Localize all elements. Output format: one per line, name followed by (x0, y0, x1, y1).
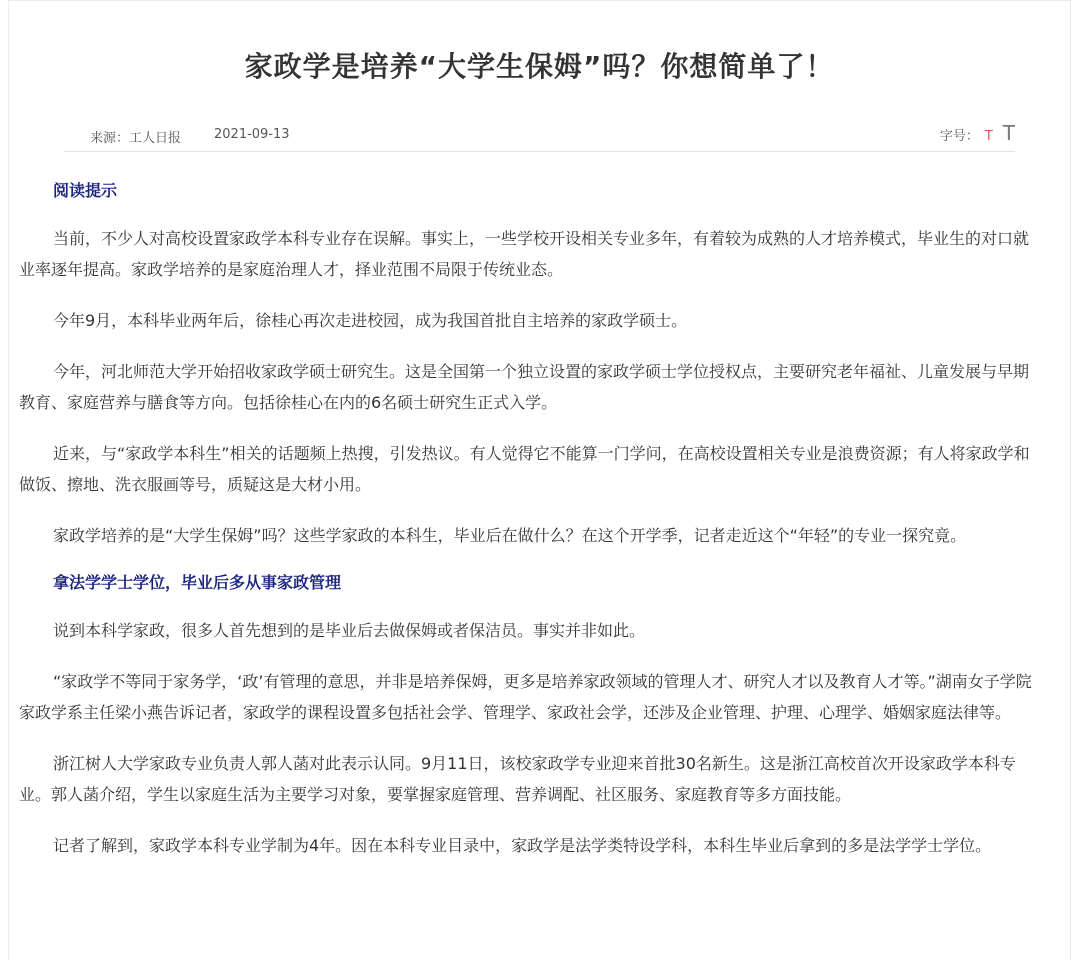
article-source: 来源：工人日报 (90, 131, 182, 146)
font-size-controls (940, 121, 1015, 145)
paragraph: 今年9月，本科毕业两年后，徐桂心再次走进校园，成为我国首批自主培养的家政学硕士。 (53, 311, 688, 330)
paragraph: 浙江树人大学家政专业负责人郭人菡对此表示认同。9月11日，该校家政学专业迎来首批30名新生。这是浙江高校首次开设家政学本科专业。郭人菡介绍，学生以家庭生活为主要学习对象，要掌握家庭管理、营养调配、社区服务、家庭教育等多方面技能。 (19, 754, 1016, 804)
section-heading-law-degree: 拿法学学士学位，毕业后多从事家政管理 (53, 573, 342, 592)
paragraph: 今年，河北师范大学开始招收家政学硕士研究生。这是全国第一个独立设置的家政学硕士学位授权点，主要研究老年福祉、儿童发展与早期教育、家庭营养与膳食等方向。包括徐桂心在内的6名硕士研究生正式入学。 (19, 362, 1030, 412)
article-page (8, 0, 1071, 960)
article-date: 2021-09-13 (214, 127, 290, 142)
font-size-large-button[interactable]: T (1002, 121, 1015, 145)
paragraph: 说到本科学家政，很多人首先想到的是毕业后去做保姆或者保洁员。事实并非如此。 (53, 621, 646, 640)
paragraph: “家政学不等同于家务学，‘政’有管理的意思，并非是培养保姆，更多是培养家政领域的管理人才、研究人才以及教育人才等。”湖南女子学院家政学系主任梁小燕告诉记者，家政学的课程设置多包括社会学、管理学、家政社会学，还涉及企业管理、护理、心理学、婚姻家庭法律等。 (19, 672, 1032, 722)
paragraph: 记者了解到，家政学本科专业学制为4年。因在本科专业目录中，家政学是法学类特设学科，本科生毕业后拿到的多是法学学士学位。 (53, 836, 992, 855)
font-size-small-button[interactable]: T (984, 129, 993, 144)
article-body (19, 177, 1042, 861)
section-heading-reading-tips: 阅读提示 (53, 181, 118, 200)
article-title: 家政学是培养“大学生保姆”吗？你想简单了！ (244, 50, 835, 83)
paragraph: 当前，不少人对高校设置家政学本科专业存在误解。事实上，一些学校开设相关专业多年，有着较为成熟的人才培养模式，毕业生的对口就业率逐年提高。家政学培养的是家庭治理人才，择业范围不局限于传统业态。 (19, 229, 1030, 279)
font-size-label: 字号： (939, 129, 979, 144)
paragraph: 家政学培养的是“大学生保姆”吗？这些学家政的本科生，毕业后在做什么？在这个开学季，记者走近这个“年轻”的专业一探究竟。 (53, 526, 967, 545)
paragraph: 近来，与“家政学本科生”相关的话题频上热搜，引发热议。有人觉得它不能算一门学问，在高校设置相关专业是浪费资源；有人将家政学和做饭、擦地、洗衣服画等号，质疑这是大材小用。 (19, 444, 1030, 494)
article-meta-bar (64, 121, 1015, 152)
